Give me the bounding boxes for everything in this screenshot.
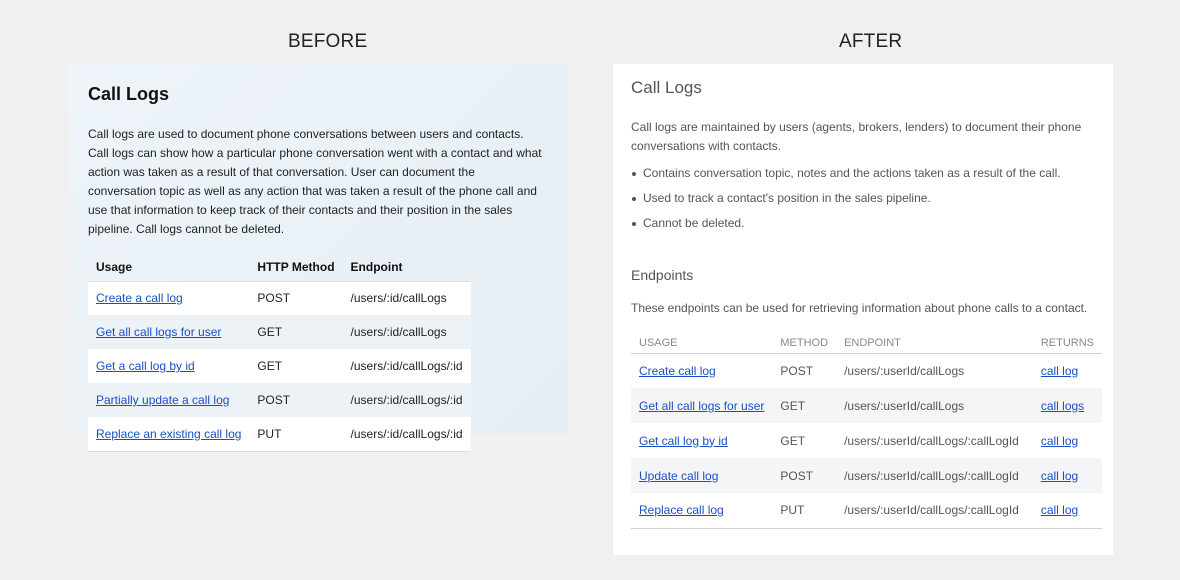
method-cell: PUT bbox=[772, 493, 836, 528]
usage-link[interactable]: Create call log bbox=[639, 363, 716, 378]
usage-cell bbox=[631, 353, 772, 388]
usage-cell bbox=[631, 493, 772, 528]
usage-link[interactable]: Get call log by id bbox=[639, 433, 728, 448]
column-header-returns: RETURNS bbox=[1027, 333, 1102, 353]
table-row bbox=[631, 353, 1102, 388]
usage-link[interactable]: Replace call log bbox=[639, 503, 724, 518]
returns-link[interactable]: call log bbox=[1040, 363, 1079, 378]
returns-cell bbox=[1027, 493, 1102, 528]
method-cell: GET bbox=[249, 315, 342, 349]
table-header-row bbox=[88, 253, 471, 281]
table-row bbox=[88, 281, 471, 315]
table-row bbox=[631, 388, 1102, 423]
usage-cell bbox=[88, 315, 249, 349]
column-header-usage: USAGE bbox=[631, 333, 772, 353]
list-item: Cannot be deleted. bbox=[631, 216, 1095, 241]
usage-link[interactable]: Get all call logs for user bbox=[639, 398, 765, 413]
usage-cell bbox=[88, 383, 249, 417]
usage-cell bbox=[88, 281, 249, 315]
table-row bbox=[88, 315, 471, 349]
endpoints-description: These endpoints can be used for retrieving information about phone calls to a contact. bbox=[631, 301, 1088, 315]
usage-link[interactable]: Create a call log bbox=[96, 291, 183, 306]
returns-link[interactable]: call log bbox=[1040, 503, 1079, 518]
before-endpoints-table bbox=[88, 253, 471, 452]
feature-list bbox=[631, 166, 1095, 241]
returns-cell bbox=[1027, 353, 1102, 388]
endpoint-cell: /users/:userId/callLogs/:callLogId bbox=[836, 493, 1027, 528]
table-row bbox=[88, 383, 471, 417]
method-cell: PUT bbox=[249, 417, 342, 451]
endpoint-cell: /users/:userId/callLogs bbox=[836, 353, 1027, 388]
returns-cell bbox=[1027, 388, 1102, 423]
returns-link[interactable]: call logs bbox=[1040, 398, 1085, 413]
method-cell: GET bbox=[772, 388, 836, 423]
endpoint-cell: /users/:id/callLogs bbox=[343, 281, 471, 315]
method-cell: POST bbox=[249, 383, 342, 417]
endpoint-cell: /users/:id/callLogs/:id bbox=[343, 383, 471, 417]
table-row bbox=[631, 493, 1102, 528]
table-header-row bbox=[631, 333, 1102, 353]
method-cell: GET bbox=[249, 349, 342, 383]
returns-link[interactable]: call log bbox=[1040, 433, 1079, 448]
list-item: Contains conversation topic, notes and the actions taken as a result of the call. bbox=[631, 166, 1095, 191]
usage-link[interactable]: Get all call logs for user bbox=[96, 325, 222, 339]
method-cell: GET bbox=[772, 423, 836, 458]
usage-cell bbox=[631, 423, 772, 458]
endpoint-cell: /users/:id/callLogs/:id bbox=[343, 349, 471, 383]
usage-link[interactable]: Replace an existing call log bbox=[96, 426, 242, 441]
method-cell: POST bbox=[249, 281, 342, 315]
usage-link[interactable]: Update call log bbox=[639, 468, 719, 483]
table-row bbox=[631, 458, 1102, 493]
endpoint-cell: /users/:userId/callLogs/:callLogId bbox=[836, 458, 1027, 493]
table-row bbox=[631, 423, 1102, 458]
usage-cell bbox=[631, 388, 772, 423]
before-description: Call logs are used to document phone conversations between users and contacts. Call logs can show how a particular phone conversation went with a contact and what action was taken as a result of that conversation. User can document the conversation topic as well as any action that was taken a result of the phone call and use that information to keep track of their contacts and their position in the sales pipeline. Call logs cannot be deleted. bbox=[88, 127, 542, 236]
after-page-title: Call Logs bbox=[631, 78, 702, 97]
returns-cell bbox=[1027, 458, 1102, 493]
usage-link[interactable]: Partially update a call log bbox=[96, 393, 230, 407]
method-cell: POST bbox=[772, 458, 836, 493]
usage-cell bbox=[88, 417, 249, 451]
usage-link[interactable]: Get a call log by id bbox=[96, 359, 195, 373]
after-endpoints-table bbox=[631, 333, 1102, 529]
returns-link[interactable]: call log bbox=[1040, 468, 1079, 483]
endpoint-cell: /users/:id/callLogs bbox=[343, 315, 471, 349]
before-panel bbox=[68, 64, 568, 441]
before-label: BEFORE bbox=[288, 31, 368, 52]
column-header-endpoint: Endpoint bbox=[343, 253, 471, 281]
after-description: Call logs are maintained by users (agents, brokers, lenders) to document their phone conversations with contacts. bbox=[631, 120, 1082, 153]
endpoint-cell: /users/:userId/callLogs/:callLogId bbox=[836, 423, 1027, 458]
list-item: Used to track a contact's position in the sales pipeline. bbox=[631, 191, 1095, 216]
usage-cell bbox=[631, 458, 772, 493]
endpoints-heading: Endpoints bbox=[631, 267, 694, 283]
returns-cell bbox=[1027, 423, 1102, 458]
endpoint-cell: /users/:userId/callLogs bbox=[836, 388, 1027, 423]
usage-cell bbox=[88, 349, 249, 383]
column-header-method: METHOD bbox=[772, 333, 836, 353]
after-label: AFTER bbox=[839, 31, 903, 52]
endpoint-cell: /users/:id/callLogs/:id bbox=[343, 417, 471, 451]
method-cell: POST bbox=[772, 353, 836, 388]
column-header-endpoint: ENDPOINT bbox=[836, 333, 1027, 353]
table-row bbox=[88, 349, 471, 383]
before-page-title: Call Logs bbox=[88, 84, 170, 104]
table-row bbox=[88, 417, 471, 451]
after-panel bbox=[613, 64, 1113, 555]
column-header-method: HTTP Method bbox=[249, 253, 342, 281]
column-header-usage: Usage bbox=[88, 253, 249, 281]
